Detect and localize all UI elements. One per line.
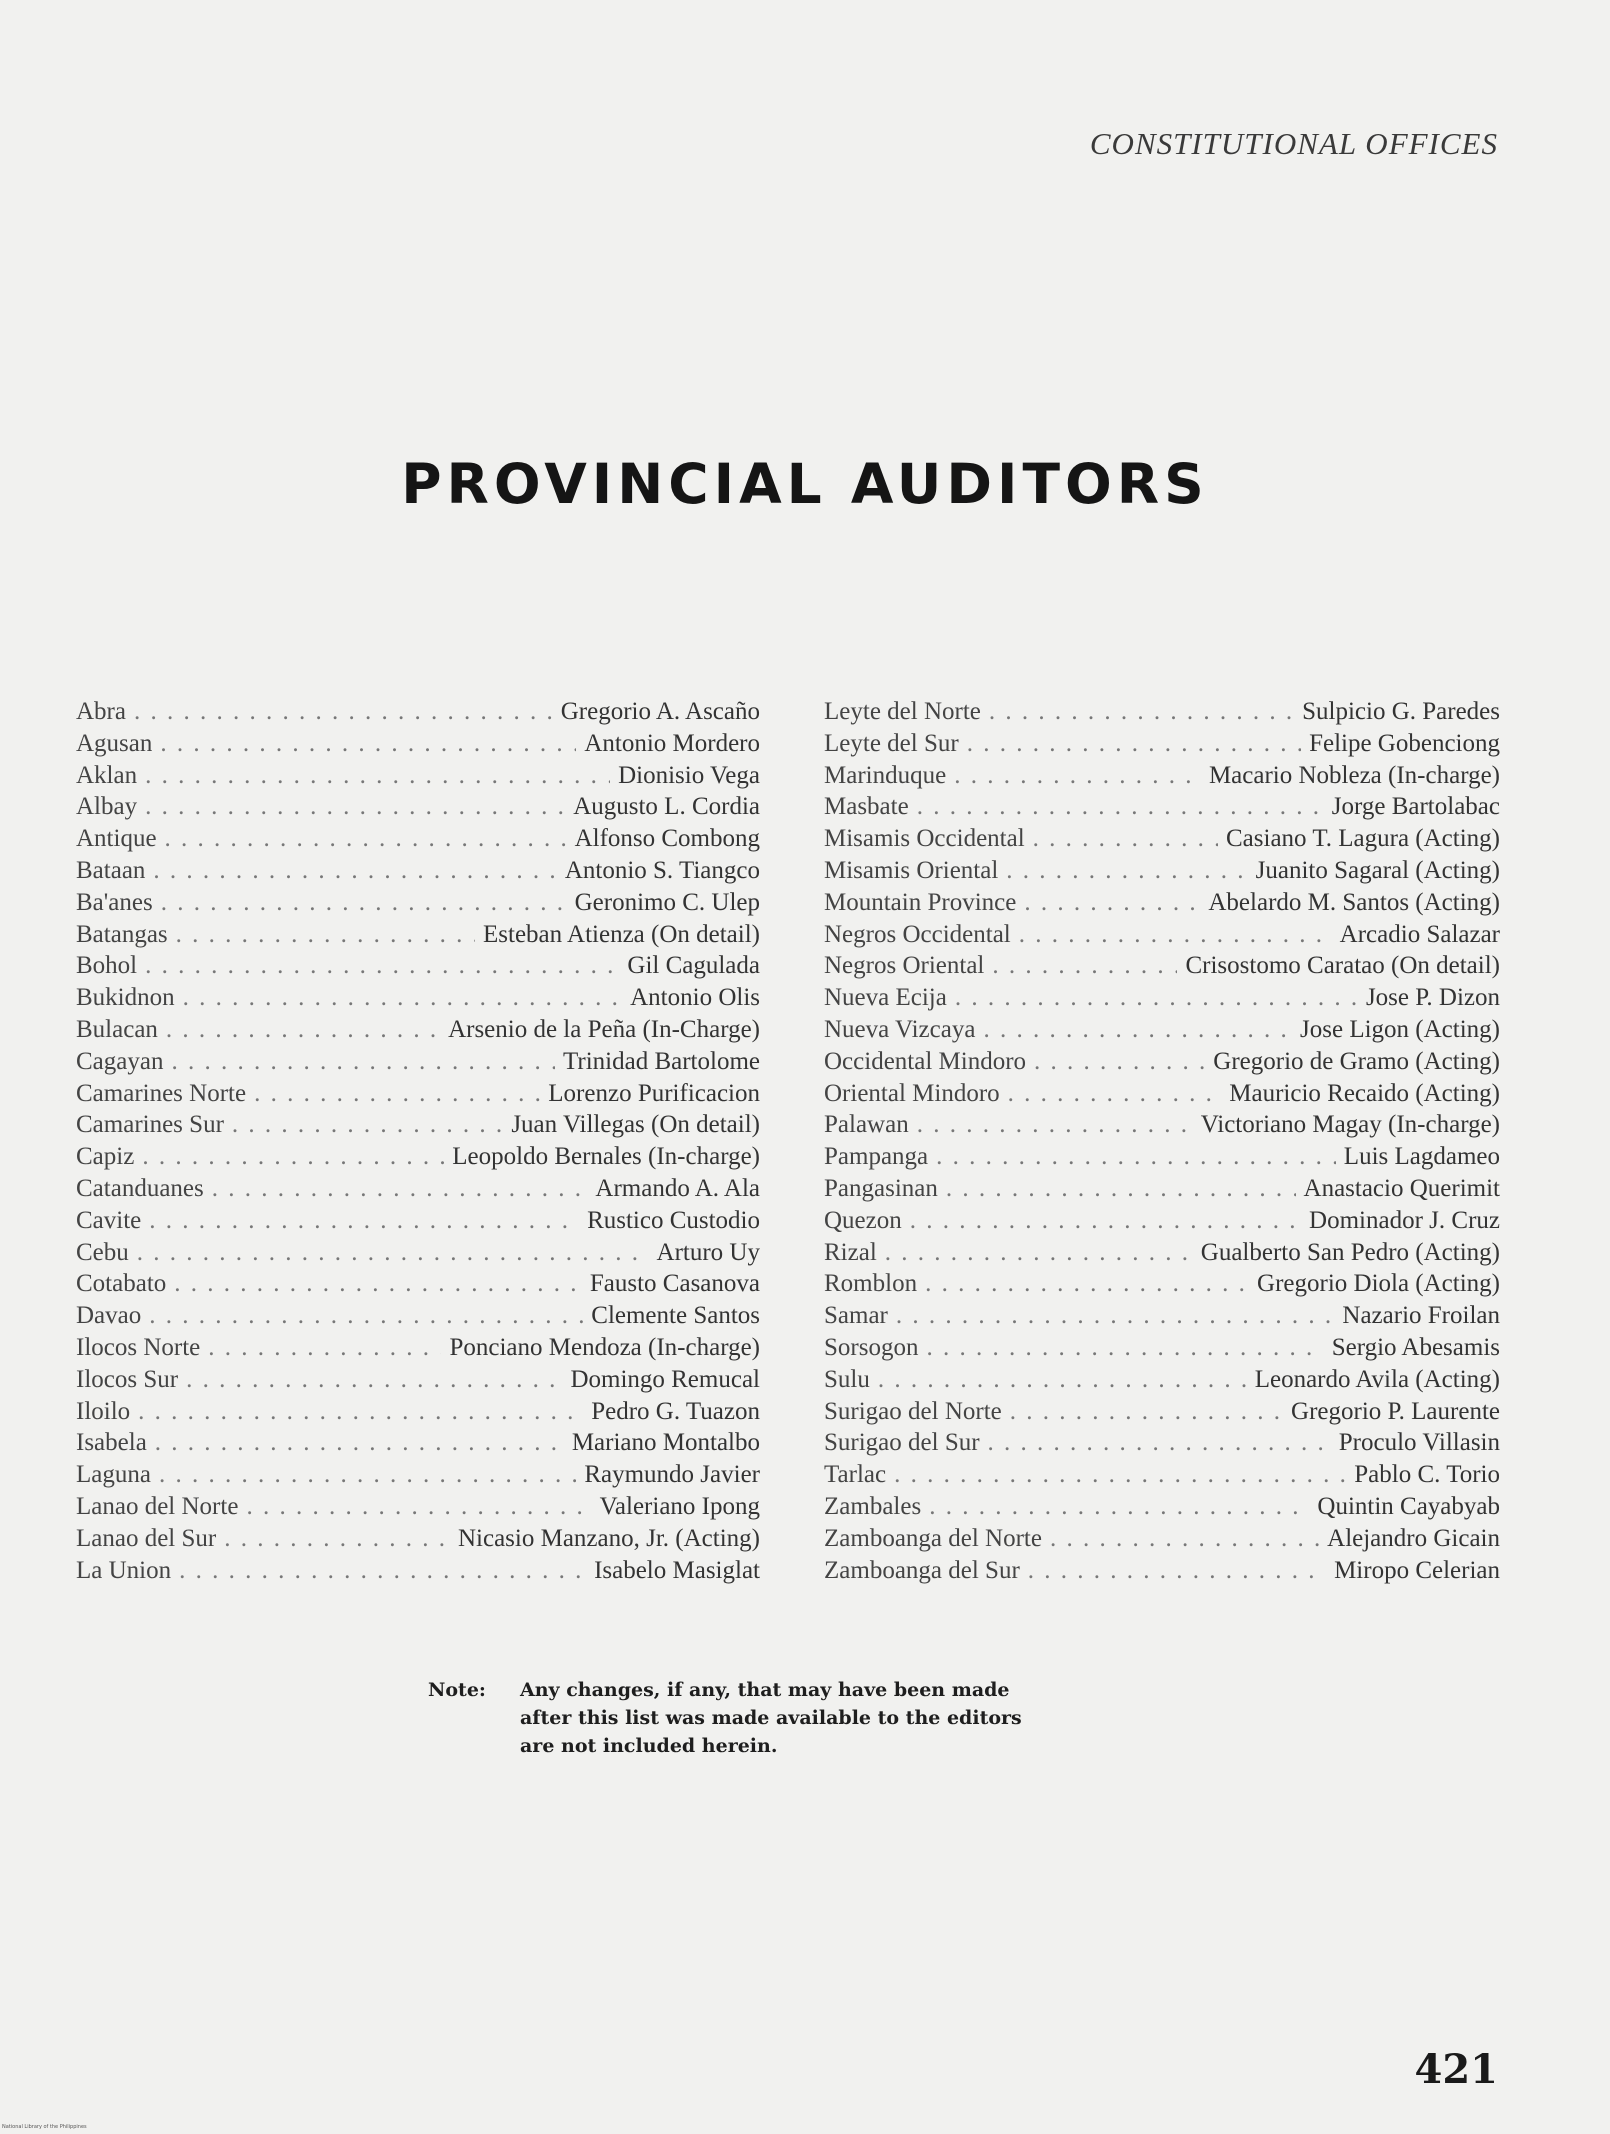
- province-name: Camarines Norte: [76, 1079, 247, 1107]
- dot-leader: [946, 1175, 1296, 1203]
- dot-leader: [160, 730, 576, 758]
- dot-leader: [1019, 921, 1332, 949]
- list-item: [824, 952, 1500, 984]
- auditor-name: Nazario Froilan: [1342, 1302, 1500, 1330]
- note-line: Any changes, if any, that may have been made: [520, 1679, 1010, 1701]
- note-label: Note:: [428, 1679, 486, 1701]
- list-item: [76, 1557, 760, 1589]
- province-name: Bukidnon: [76, 984, 175, 1012]
- dot-leader: [1033, 825, 1218, 853]
- list-item: [76, 889, 760, 921]
- list-item: [824, 825, 1500, 857]
- dot-leader: [983, 1016, 1292, 1044]
- dot-leader: [1006, 857, 1247, 885]
- dot-leader: [208, 1334, 441, 1362]
- list-item: [824, 1493, 1500, 1525]
- list-item: [824, 1334, 1500, 1366]
- dot-leader: [910, 1207, 1301, 1235]
- list-item: [824, 1207, 1500, 1239]
- province-name: Ba'anes: [76, 888, 153, 916]
- province-name: Aklan: [76, 761, 138, 789]
- auditor-name: Anastacio Querimit: [1303, 1174, 1500, 1202]
- auditor-name: Arturo Uy: [656, 1238, 760, 1266]
- auditor-name: Gregorio de Gramo (Acting): [1213, 1047, 1500, 1075]
- province-name: Capiz: [76, 1143, 135, 1171]
- dot-leader: [988, 1429, 1331, 1457]
- province-name: Albay: [76, 793, 138, 821]
- page-number: 421: [1414, 2046, 1498, 2093]
- auditor-name: Arcadio Salazar: [1339, 920, 1500, 948]
- dot-leader: [917, 1111, 1193, 1139]
- province-name: Negros Occidental: [824, 920, 1011, 948]
- dot-leader: [936, 1143, 1336, 1171]
- auditor-name: Ponciano Mendoza (In-charge): [449, 1333, 760, 1361]
- auditor-name: Alejandro Gicain: [1327, 1524, 1500, 1552]
- province-name: Leyte del Norte: [824, 698, 981, 725]
- list-item: [824, 730, 1500, 762]
- list-item: [824, 1270, 1500, 1302]
- auditor-name: Arsenio de la Peña (In-Charge): [448, 1015, 760, 1043]
- list-item: [76, 1239, 760, 1271]
- province-name: Surigao del Norte: [824, 1397, 1002, 1425]
- province-name: Bulacan: [76, 1015, 158, 1043]
- dot-leader: [212, 1175, 588, 1203]
- province-name: Zamboanga del Norte: [824, 1524, 1042, 1552]
- dot-leader: [149, 1302, 583, 1330]
- dot-leader: [989, 698, 1294, 726]
- dot-leader: [929, 1493, 1309, 1521]
- auditor-name: Sulpicio G. Paredes: [1302, 698, 1500, 725]
- province-name: Pangasinan: [824, 1174, 938, 1202]
- auditor-name: Macario Nobleza (In-charge): [1208, 761, 1500, 789]
- list-item: [824, 1016, 1500, 1048]
- dot-leader: [954, 762, 1201, 790]
- list-item: [824, 1048, 1500, 1080]
- auditor-name: Alfonso Combong: [574, 825, 760, 853]
- list-item: [76, 952, 760, 984]
- list-item: [76, 1302, 760, 1334]
- province-name: Zambales: [824, 1492, 922, 1520]
- dot-leader: [171, 1048, 555, 1076]
- auditor-name: Armando A. Ala: [595, 1174, 760, 1202]
- dot-leader: [967, 730, 1301, 758]
- list-item: [824, 984, 1500, 1016]
- dot-leader: [166, 1016, 440, 1044]
- dot-leader: [145, 793, 565, 821]
- dot-leader: [1050, 1525, 1319, 1553]
- dot-leader: [174, 1270, 582, 1298]
- list-item: [824, 1239, 1500, 1271]
- auditor-name: Isabelo Masiglat: [594, 1556, 760, 1584]
- province-name: Cavite: [76, 1206, 142, 1234]
- auditor-name: Juan Villegas (On detail): [511, 1111, 760, 1139]
- auditor-name: Trinidad Bartolome: [563, 1047, 760, 1075]
- province-name: Mountain Province: [824, 888, 1017, 916]
- province-name: Leyte del Sur: [824, 729, 959, 757]
- dot-leader: [254, 1080, 540, 1108]
- province-name: Agusan: [76, 729, 153, 757]
- auditor-name: Jose Ligon (Acting): [1300, 1015, 1500, 1043]
- auditor-name: Pablo C. Torio: [1354, 1461, 1500, 1489]
- auditor-name: Abelardo M. Santos (Acting): [1208, 888, 1500, 916]
- auditor-name: Mariano Montalbo: [571, 1429, 760, 1457]
- province-name: Antique: [76, 825, 157, 853]
- province-name: Romblon: [824, 1270, 918, 1298]
- note-text: [520, 1676, 1022, 1760]
- list-item: [76, 1366, 760, 1398]
- province-name: Cagayan: [76, 1047, 164, 1075]
- province-name: Misamis Oriental: [824, 856, 999, 884]
- province-name: Catanduanes: [76, 1174, 204, 1202]
- province-name: Bataan: [76, 856, 146, 884]
- dot-leader: [176, 921, 475, 949]
- list-item: [76, 825, 760, 857]
- auditor-name: Lorenzo Purificacion: [548, 1079, 760, 1107]
- list-item: [76, 921, 760, 953]
- province-name: Lanao del Norte: [76, 1492, 239, 1520]
- editorial-note: [428, 1676, 1022, 1760]
- dot-leader: [183, 984, 623, 1012]
- dot-leader: [155, 1429, 564, 1457]
- auditor-name: Casiano T. Lagura (Acting): [1226, 825, 1500, 853]
- auditor-name: Mauricio Recaido (Acting): [1229, 1079, 1500, 1107]
- dot-leader: [161, 889, 567, 917]
- list-item: [824, 1366, 1500, 1398]
- list-item: [76, 1207, 760, 1239]
- dot-leader: [1034, 1048, 1205, 1076]
- auditor-name: Nicasio Manzano, Jr. (Acting): [457, 1524, 760, 1552]
- auditor-name: Antonio Olis: [630, 984, 760, 1012]
- province-name: Marinduque: [824, 761, 947, 789]
- auditor-name: Fausto Casanova: [589, 1270, 760, 1298]
- auditor-name: Juanito Sagaral (Acting): [1255, 856, 1500, 884]
- province-name: Ilocos Norte: [76, 1333, 201, 1361]
- list-item: [824, 857, 1500, 889]
- dot-leader: [1008, 1080, 1222, 1108]
- dot-leader: [138, 1398, 583, 1426]
- dot-leader: [179, 1557, 586, 1585]
- province-name: Sorsogon: [824, 1333, 919, 1361]
- auditor-name: Crisostomo Caratao (On detail): [1185, 952, 1500, 980]
- province-name: Occidental Mindoro: [824, 1047, 1027, 1075]
- dot-leader: [165, 825, 567, 853]
- dot-leader: [1010, 1398, 1283, 1426]
- note-line: are not included herein.: [520, 1735, 778, 1757]
- auditor-name: Proculo Villasin: [1338, 1429, 1500, 1457]
- province-name: Davao: [76, 1302, 142, 1330]
- dot-leader: [159, 1461, 576, 1489]
- dot-leader: [1028, 1557, 1326, 1585]
- province-name: Tarlac: [824, 1461, 887, 1489]
- list-item: [824, 889, 1500, 921]
- list-item: [76, 1080, 760, 1112]
- list-item: [824, 1080, 1500, 1112]
- list-item: [76, 1429, 760, 1461]
- province-name: Zamboanga del Sur: [824, 1556, 1020, 1584]
- dot-leader: [246, 1493, 591, 1521]
- dot-leader: [186, 1366, 562, 1394]
- list-item: [76, 984, 760, 1016]
- province-name: Lanao del Sur: [76, 1524, 217, 1552]
- auditor-name: Leonardo Avila (Acting): [1254, 1365, 1500, 1393]
- province-name: Abra: [76, 698, 126, 725]
- auditor-name: Gil Cagulada: [627, 952, 760, 980]
- province-name: Laguna: [76, 1461, 151, 1489]
- dot-leader: [145, 762, 610, 790]
- province-name: Iloilo: [76, 1397, 131, 1425]
- list-item: [76, 1175, 760, 1207]
- dot-leader: [885, 1239, 1193, 1267]
- list-item: [824, 762, 1500, 794]
- list-item: [76, 1493, 760, 1525]
- auditor-name: Antonio Mordero: [584, 729, 760, 757]
- province-name: Nueva Ecija: [824, 984, 947, 1012]
- auditor-name: Esteban Atienza (On detail): [483, 920, 760, 948]
- list-item: [76, 1525, 760, 1557]
- dot-leader: [149, 1207, 579, 1235]
- auditor-name: Clemente Santos: [591, 1302, 760, 1330]
- dot-leader: [894, 1461, 1346, 1489]
- list-item: [76, 1048, 760, 1080]
- auditor-name: Felipe Gobenciong: [1309, 729, 1500, 757]
- list-item: [76, 1143, 760, 1175]
- dot-leader: [917, 793, 1324, 821]
- auditor-name: Domingo Remucal: [570, 1365, 760, 1393]
- province-name: Samar: [824, 1302, 888, 1330]
- province-name: Bohol: [76, 952, 138, 980]
- auditor-name: Antonio S. Tiangco: [564, 856, 760, 884]
- list-item: [824, 1111, 1500, 1143]
- auditor-name: Dominador J. Cruz: [1309, 1206, 1500, 1234]
- dot-leader: [926, 1334, 1323, 1362]
- list-item: [76, 730, 760, 762]
- auditor-name: Quintin Cayabyab: [1317, 1492, 1500, 1520]
- list-item: [824, 1525, 1500, 1557]
- auditor-list-right: [824, 698, 1500, 1588]
- list-item: [76, 1111, 760, 1143]
- auditor-name: Geronimo C. Ulep: [574, 888, 760, 916]
- auditor-name: Gregorio P. Laurente: [1291, 1397, 1500, 1425]
- list-item: [824, 1398, 1500, 1430]
- list-item: [76, 762, 760, 794]
- dot-leader: [878, 1366, 1247, 1394]
- auditor-name: Victoriano Magay (In-charge): [1200, 1111, 1500, 1139]
- list-item: [824, 793, 1500, 825]
- auditor-name: Rustico Custodio: [587, 1206, 760, 1234]
- auditor-name: Pedro G. Tuazon: [591, 1397, 760, 1425]
- list-item: [824, 1429, 1500, 1461]
- province-name: Rizal: [824, 1238, 877, 1266]
- auditor-name: Leopoldo Bernales (In-charge): [452, 1143, 760, 1171]
- dot-leader: [925, 1270, 1249, 1298]
- list-item: [76, 1398, 760, 1430]
- auditor-name: Miropo Celerian: [1334, 1556, 1500, 1584]
- list-item: [824, 921, 1500, 953]
- province-name: Ilocos Sur: [76, 1365, 179, 1393]
- footer-credit: National Library of the Philippines: [2, 2124, 87, 2130]
- auditor-name: Jose P. Dizon: [1365, 984, 1500, 1012]
- province-name: Camarines Sur: [76, 1111, 224, 1139]
- province-name: Masbate: [824, 793, 909, 821]
- dot-leader: [992, 952, 1177, 980]
- list-item: [76, 1461, 760, 1493]
- auditor-name: Raymundo Javier: [584, 1461, 760, 1489]
- dot-leader: [224, 1525, 450, 1553]
- dot-leader: [142, 1143, 444, 1171]
- dot-leader: [896, 1302, 1335, 1330]
- dot-leader: [1024, 889, 1200, 917]
- dot-leader: [232, 1111, 503, 1139]
- auditor-name: Augusto L. Cordia: [573, 793, 760, 821]
- province-name: Surigao del Sur: [824, 1429, 980, 1457]
- dot-leader: [145, 952, 619, 980]
- auditor-name: Gregorio Diola (Acting): [1257, 1270, 1500, 1298]
- list-item: [824, 1461, 1500, 1493]
- list-item: [76, 857, 760, 889]
- list-item: [76, 793, 760, 825]
- auditor-name: Valeriano Ipong: [599, 1492, 760, 1520]
- list-item: [824, 1557, 1500, 1589]
- province-name: Cotabato: [76, 1270, 167, 1298]
- page-title: PROVINCIAL AUDITORS: [401, 452, 1209, 516]
- dot-leader: [955, 984, 1358, 1012]
- auditor-name: Jorge Bartolabac: [1331, 793, 1500, 821]
- province-name: Isabela: [76, 1429, 147, 1457]
- province-name: Misamis Occidental: [824, 825, 1025, 853]
- province-name: Nueva Vizcaya: [824, 1015, 976, 1043]
- province-name: La Union: [76, 1556, 172, 1584]
- auditor-name: Dionisio Vega: [618, 761, 760, 789]
- province-name: Cebu: [76, 1238, 129, 1266]
- list-item: [824, 698, 1500, 730]
- note-line: after this list was made available to the editors: [520, 1707, 1022, 1729]
- province-name: Batangas: [76, 920, 168, 948]
- province-name: Quezon: [824, 1206, 902, 1234]
- list-item: [76, 1270, 760, 1302]
- province-name: Pampanga: [824, 1143, 929, 1171]
- auditor-list-left: [76, 698, 760, 1588]
- dot-leader: [134, 698, 553, 726]
- list-item: [76, 1016, 760, 1048]
- list-item: [824, 1302, 1500, 1334]
- list-item: [76, 1334, 760, 1366]
- auditor-name: Luis Lagdameo: [1343, 1143, 1500, 1171]
- auditor-name: Gualberto San Pedro (Acting): [1200, 1238, 1500, 1266]
- province-name: Sulu: [824, 1365, 870, 1393]
- province-name: Oriental Mindoro: [824, 1079, 1000, 1107]
- auditor-name: Sergio Abesamis: [1331, 1333, 1500, 1361]
- auditor-name: Gregorio A. Ascaño: [560, 698, 760, 725]
- list-item: [824, 1175, 1500, 1207]
- list-item: [824, 1143, 1500, 1175]
- dot-leader: [137, 1239, 649, 1267]
- province-name: Negros Oriental: [824, 952, 985, 980]
- dot-leader: [153, 857, 556, 885]
- list-item: [76, 698, 760, 730]
- province-name: Palawan: [824, 1111, 909, 1139]
- running-header: CONSTITUTIONAL OFFICES: [1089, 126, 1498, 161]
